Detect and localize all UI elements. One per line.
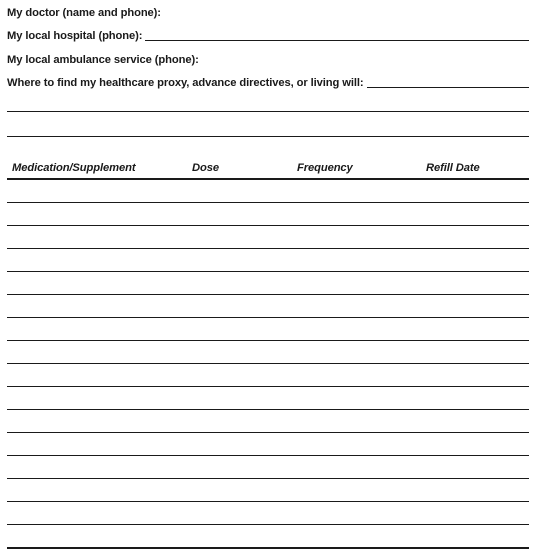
column-header-frequency: Frequency xyxy=(297,162,353,174)
table-row-line[interactable] xyxy=(7,478,529,479)
table-row-line[interactable] xyxy=(7,294,529,295)
table-header-divider xyxy=(7,178,529,180)
documents-field xyxy=(7,77,529,90)
documents-fill-line[interactable] xyxy=(367,87,530,88)
ambulance-field xyxy=(7,54,529,67)
column-header-dose: Dose xyxy=(192,162,219,174)
hospital-fill-line[interactable] xyxy=(145,40,529,41)
table-row-line[interactable] xyxy=(7,432,529,433)
table-row-line[interactable] xyxy=(7,317,529,318)
table-row-line[interactable] xyxy=(7,409,529,410)
table-row-line[interactable] xyxy=(7,363,529,364)
documents-continuation-line-1[interactable] xyxy=(7,111,529,112)
hospital-field xyxy=(7,30,529,43)
table-row-line[interactable] xyxy=(7,524,529,525)
table-bottom-line[interactable] xyxy=(7,547,529,549)
column-header-medication: Medication/Supplement xyxy=(12,162,136,174)
table-row-line[interactable] xyxy=(7,248,529,249)
doctor-label: My doctor (name and phone): xyxy=(7,7,161,19)
table-row-line[interactable] xyxy=(7,501,529,502)
column-header-refill-date: Refill Date xyxy=(426,162,480,174)
documents-continuation-line-2[interactable] xyxy=(7,136,529,137)
documents-label: Where to find my healthcare proxy, advance directives, or living will: xyxy=(7,77,364,89)
table-row-line[interactable] xyxy=(7,225,529,226)
table-row-line[interactable] xyxy=(7,202,529,203)
ambulance-label: My local ambulance service (phone): xyxy=(7,54,199,66)
table-row-line[interactable] xyxy=(7,455,529,456)
table-row-line[interactable] xyxy=(7,386,529,387)
hospital-label: My local hospital (phone): xyxy=(7,30,143,42)
doctor-field xyxy=(7,7,529,20)
table-row-line[interactable] xyxy=(7,271,529,272)
table-row-line[interactable] xyxy=(7,340,529,341)
